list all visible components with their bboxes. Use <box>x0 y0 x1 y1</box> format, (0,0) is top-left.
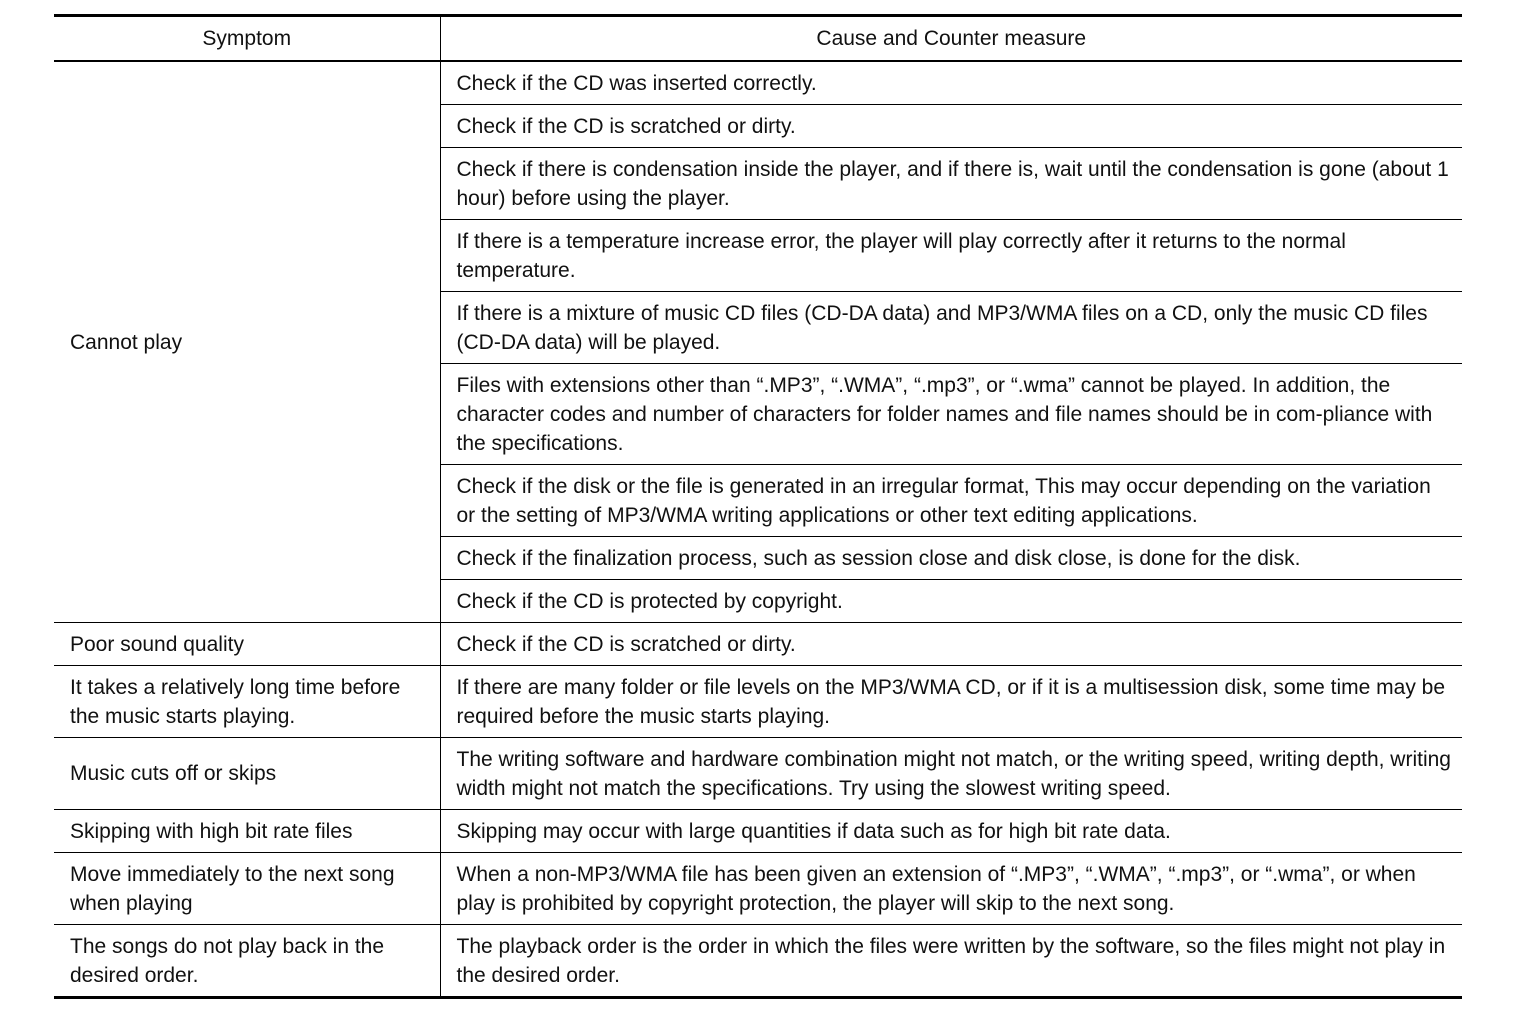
table-row <box>54 61 1462 105</box>
cause-cell: Check if the disk or the file is generated in an irregular format, This may occur depending on the variation or the setting of MP3/WMA writing applications or other text editing applications. <box>440 465 1462 537</box>
cause-cell: If there is a temperature increase error, the player will play correctly after it returns to the normal temperature. <box>440 220 1462 292</box>
cause-cell: If there is a mixture of music CD files (CD-DA data) and MP3/WMA files on a CD, only the music CD files (CD-DA data) will be played. <box>440 292 1462 364</box>
cause-column-header: Cause and Counter measure <box>440 16 1462 62</box>
symptom-cell: Skipping with high bit rate files <box>54 810 440 853</box>
cause-cell: Files with extensions other than “.MP3”, “.WMA”, “.mp3”, or “.wma” cannot be played. In addition, the character codes and number of characters for folder names and file names should be in com-pliance with the specifications. <box>440 364 1462 465</box>
cause-cell: Check if the finalization process, such as session close and disk close, is done for the disk. <box>440 537 1462 580</box>
table-row <box>54 810 1462 853</box>
cause-cell: Check if the CD is scratched or dirty. <box>440 623 1462 666</box>
symptom-column-header: Symptom <box>54 16 440 62</box>
table-row <box>54 853 1462 925</box>
troubleshooting-table <box>54 14 1462 999</box>
header-row <box>54 16 1462 62</box>
symptom-cell: Poor sound quality <box>54 623 440 666</box>
table-row <box>54 738 1462 810</box>
symptom-cell: It takes a relatively long time before the music starts playing. <box>54 666 440 738</box>
cause-cell: Skipping may occur with large quantities if data such as for high bit rate data. <box>440 810 1462 853</box>
table-row <box>54 925 1462 998</box>
table-row <box>54 666 1462 738</box>
symptom-cell: Move immediately to the next song when playing <box>54 853 440 925</box>
cause-cell: When a non-MP3/WMA file has been given an extension of “.MP3”, “.WMA”, “.mp3”, or “.wma”, or when play is prohibited by copyright protection, the player will skip to the next song. <box>440 853 1462 925</box>
cause-cell: Check if the CD is scratched or dirty. <box>440 105 1462 148</box>
cause-cell: If there are many folder or file levels on the MP3/WMA CD, or if it is a multisession disk, some time may be required before the music starts playing. <box>440 666 1462 738</box>
cause-cell: The playback order is the order in which the files were written by the software, so the files might not play in the desired order. <box>440 925 1462 998</box>
table-body <box>54 61 1462 998</box>
cause-cell: Check if the CD is protected by copyright. <box>440 580 1462 623</box>
symptom-cell: Music cuts off or skips <box>54 738 440 810</box>
cause-cell: The writing software and hardware combination might not match, or the writing speed, writing depth, writing width might not match the specifications. Try using the slowest writing speed. <box>440 738 1462 810</box>
table-header <box>54 16 1462 62</box>
symptom-cell: The songs do not play back in the desired order. <box>54 925 440 998</box>
table-row <box>54 623 1462 666</box>
cause-cell: Check if there is condensation inside the player, and if there is, wait until the condensation is gone (about 1 hour) before using the player. <box>440 148 1462 220</box>
symptom-cell: Cannot play <box>54 61 440 623</box>
cause-cell: Check if the CD was inserted correctly. <box>440 61 1462 105</box>
